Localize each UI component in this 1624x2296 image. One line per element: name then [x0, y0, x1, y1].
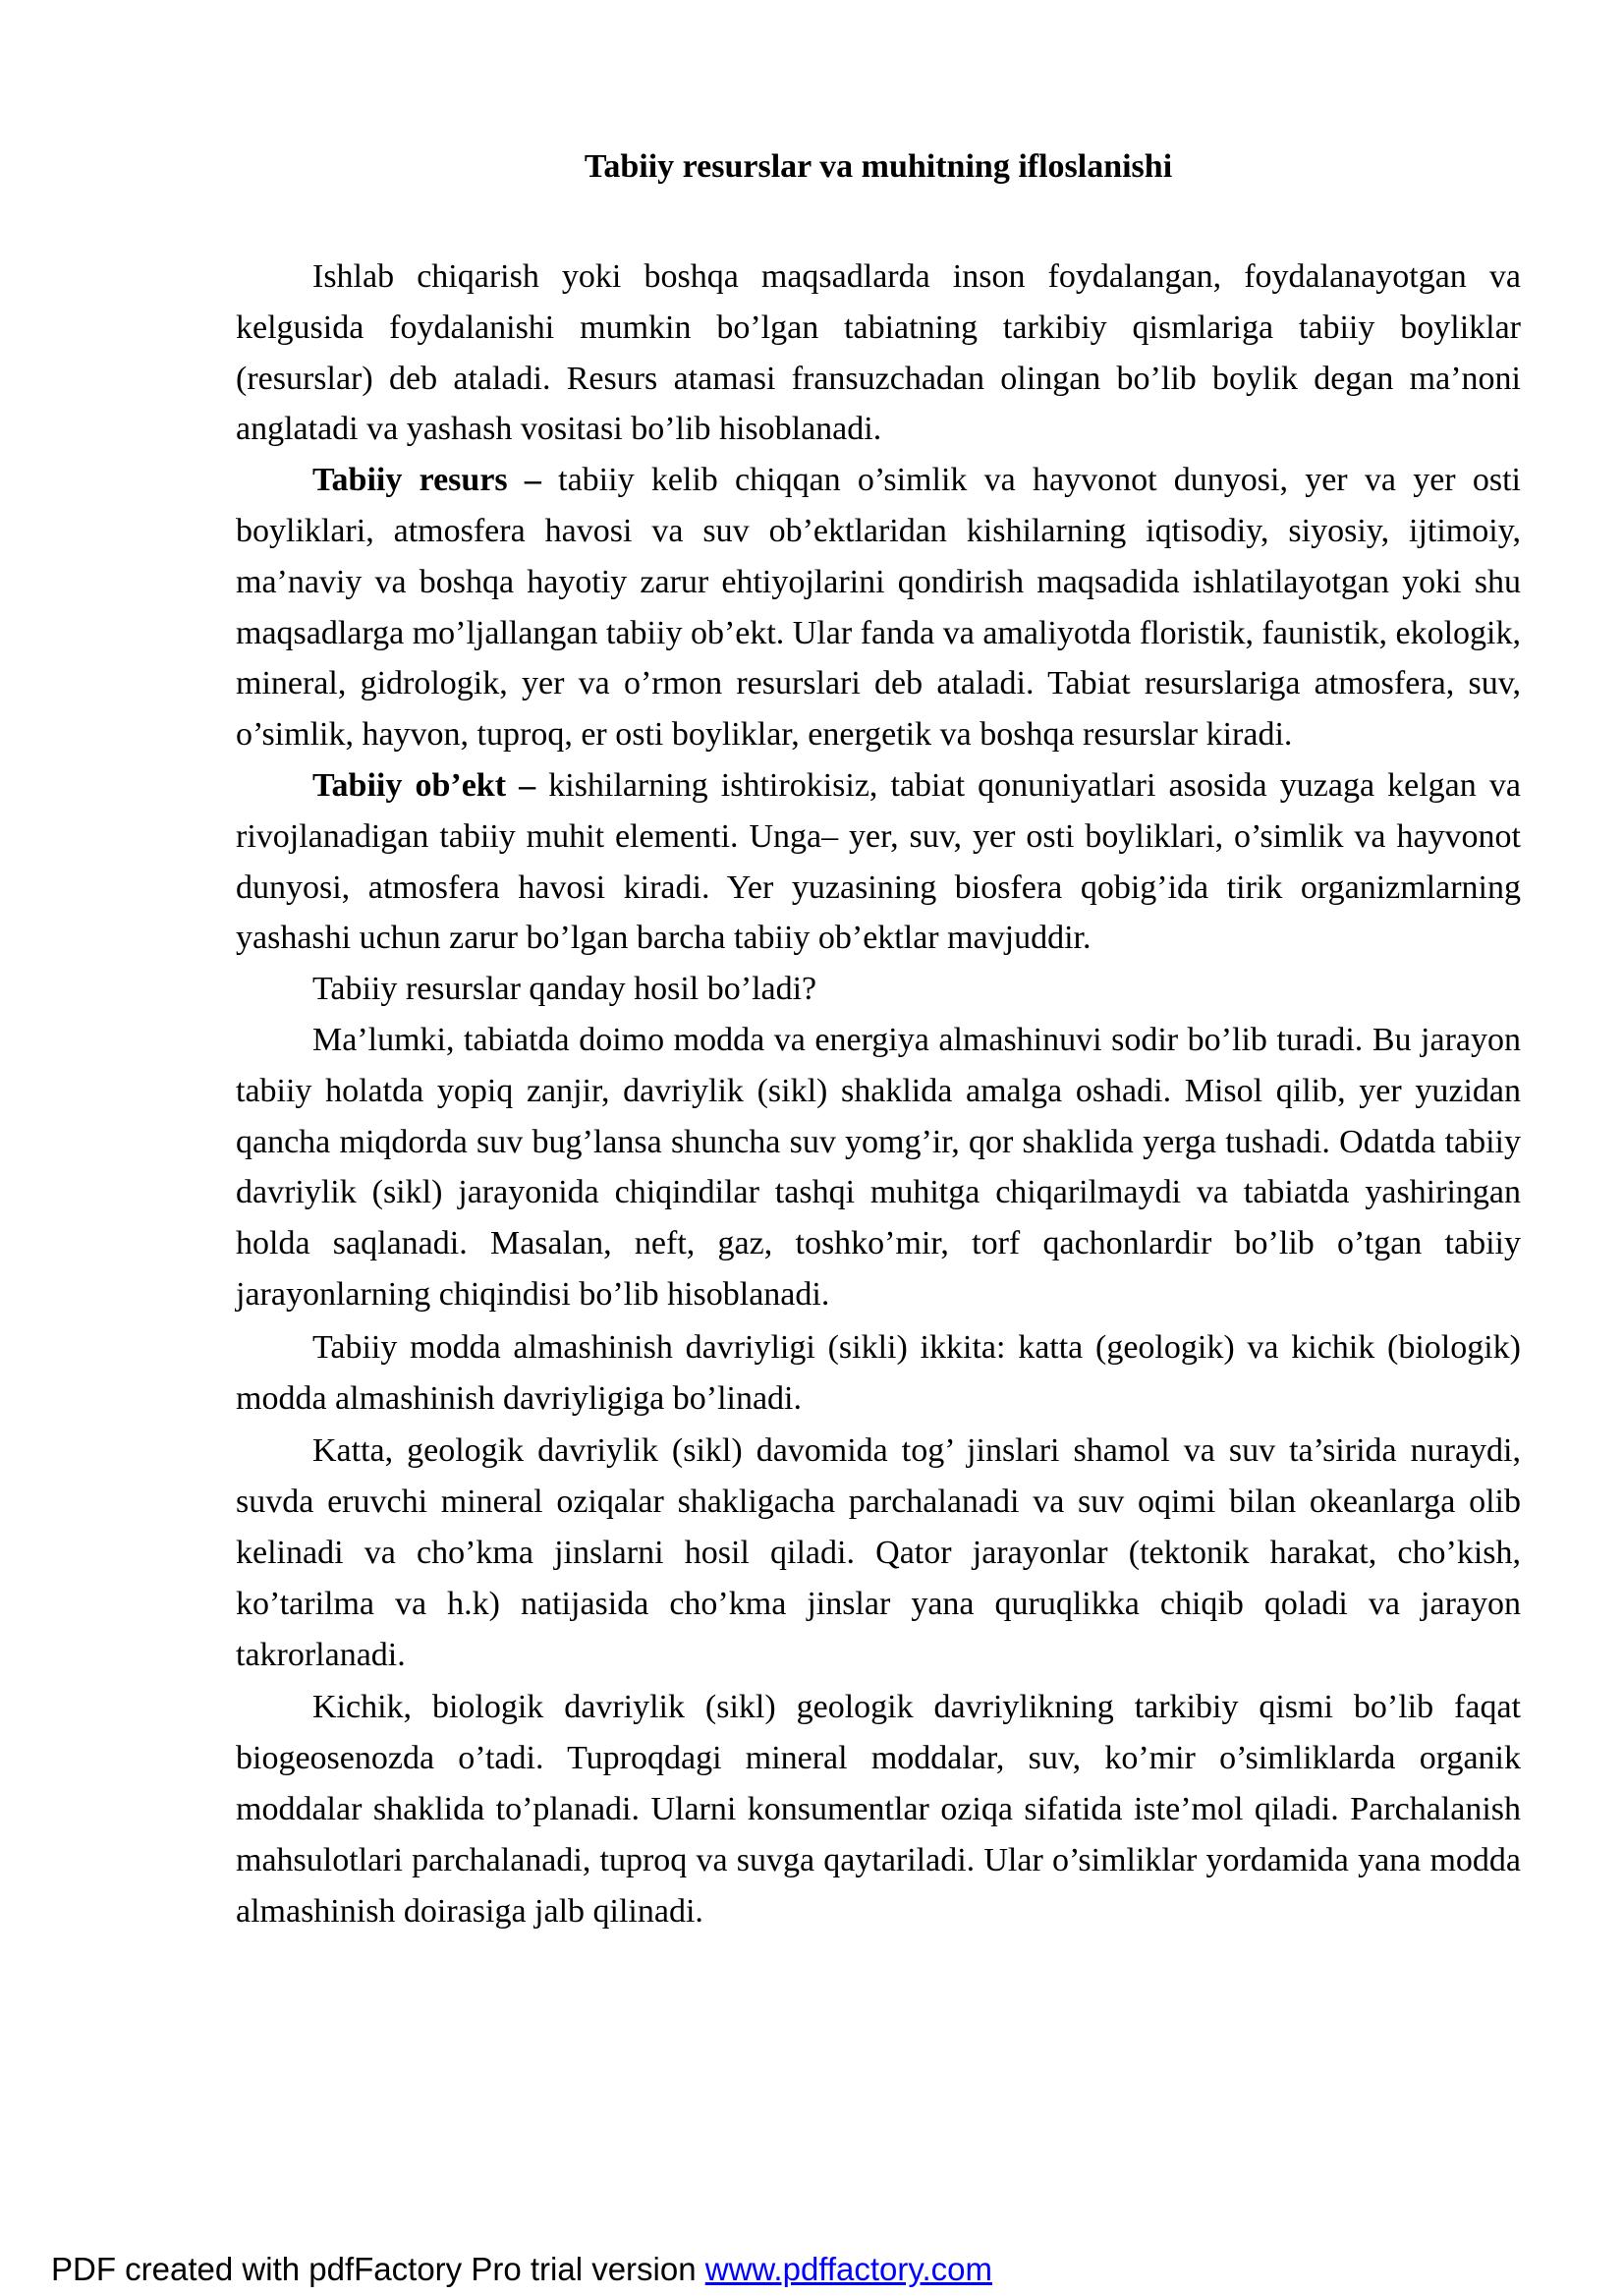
pdf-footer [51, 2250, 992, 2289]
paragraph-4-text: Tabiiy resurslar qanday hosil bo’ladi? [312, 971, 817, 1008]
paragraph-8 [236, 1682, 1521, 1936]
paragraph-3 [236, 760, 1521, 964]
paragraph-3-text: kishilarning ishtirokisiz, tabiat qonuniyatlari asosida yuzaga kelgan va rivojlanadigan tabiiy muhit elementi. Unga– yer, suv, yer osti boyliklari, o’simlik va hayvonot dunyosi, atmosfera havosi kiradi. Yer yuzasining biosfera qobig’ida tirik organizmlarning yashashi uchun zarur bo’lgan barcha tabiiy ob’ektlar mavjuddir. [236, 766, 1521, 957]
paragraph-4 [236, 964, 1521, 1015]
paragraph-2-text: tabiiy kelib chiqqan o’simlik va hayvonot dunyosi, yer va yer osti boyliklari, atmosfera havosi va suv ob’ektlaridan kishilarning iqtisodiy, siyosiy, ijtimoiy, ma’naviy va boshqa hayotiy zarur ehtiyojlarini qondirish maqsadida ishlatilayotgan yoki shu maqsadlarga mo’ljallangan tabiiy ob’ekt. Ular fanda va amaliyotda floristik, faunistik, ekologik, mineral, gidrologik, yer va o’rmon resurslari deb ataladi. Tabiat resurslariga atmosfera, suv, o’simlik, hayvon, tuproq, er osti boyliklar, energetik va boshqa resurslar kiradi. [236, 462, 1522, 754]
paragraph-7 [236, 1426, 1521, 1680]
paragraph-8-text: Kichik, biologik davriylik (sikl) geologik davriylikning tarkibiy qismi bo’lib faqat biogeosenozda o’tadi. Tuproqdagi mineral moddalar, suv, ko’mir o’simliklarda organik moddalar shaklida to’planadi. Ularni konsumentlar oziqa sifatida iste’mol qiladi. Parchalanish mahsulotlari parchalanadi, tuproq va suvga qaytariladi. Ular o’simliklar yordamida yana modda almashinish doirasiga jalb qilinadi. [236, 1689, 1521, 1930]
paragraph-6 [236, 1322, 1521, 1425]
paragraph-1 [236, 252, 1521, 455]
paragraph-2 [236, 455, 1521, 760]
document-body [236, 252, 1521, 1936]
page-title: Tabiiy resurslar va muhitning ifloslanishi [584, 148, 1173, 185]
paragraph-7-text: Katta, geologik davriylik (sikl) davomida tog’ jinslari shamol va suv ta’sirida nuraydi, suvda eruvchi mineral oziqalar shakligacha parchalanadi va suv oqimi bilan okeanlarga olib kelinadi va cho’kma jinslarni hosil qiladi. Qator jarayonlar (tektonik harakat, cho’kish, ko’tarilma va h.k) natijasida cho’kma jinslar yana quruqlikka chiqib qoladi va jarayon takrorlanadi. [236, 1432, 1521, 1673]
paragraph-5 [236, 1015, 1521, 1320]
paragraph-1-text: Ishlab chiqarish yoki boshqa maqsadlarda inson foydalangan, foydalanayotgan va kelgusida foydalanishi mumkin bo’lgan tabiatning tarkibiy qismlariga tabiiy boyliklar (resurslar) deb ataladi. Resurs atamasi fransuzchadan olingan bo’lib boylik degan ma’noni anglatadi va yashash vositasi bo’lib hisoblanadi. [236, 258, 1521, 448]
paragraph-2-term: Tabiiy resurs – [312, 462, 541, 499]
paragraph-6-text: Tabiiy modda almashinish davriyligi (sikli) ikkita: katta (geologik) va kichik (biologik) modda almashinish davriyligiga bo’linadi. [236, 1328, 1521, 1417]
paragraph-3-term: Tabiiy ob’ekt – [312, 766, 536, 804]
paragraph-5-text: Ma’lumki, tabiatda doimo modda va energiya almashinuvi sodir bo’lib turadi. Bu jarayon tabiiy holatda yopiq zanjir, davriylik (sikl) shaklida amalga oshadi. Misol qilib, yer yuzidan qancha miqdorda suv bug’lansa shuncha suv yomg’ir, qor shaklida yerga tushadi. Odatda tabiiy davriylik (sikl) jarayonida chiqindilar tashqi muhitga chiqarilmaydi va tabiatda yashiringan holda saqlanadi. Masalan, neft, gaz, toshko’mir, torf qachonlardir bo’lib o’tgan tabiiy jarayonlarning chiqindisi bo’lib hisoblanadi. [236, 1021, 1521, 1313]
footer-link[interactable]: www.pdffactory.com [704, 2251, 992, 2287]
footer-text: PDF created with pdfFactory Pro trial version [51, 2251, 705, 2287]
